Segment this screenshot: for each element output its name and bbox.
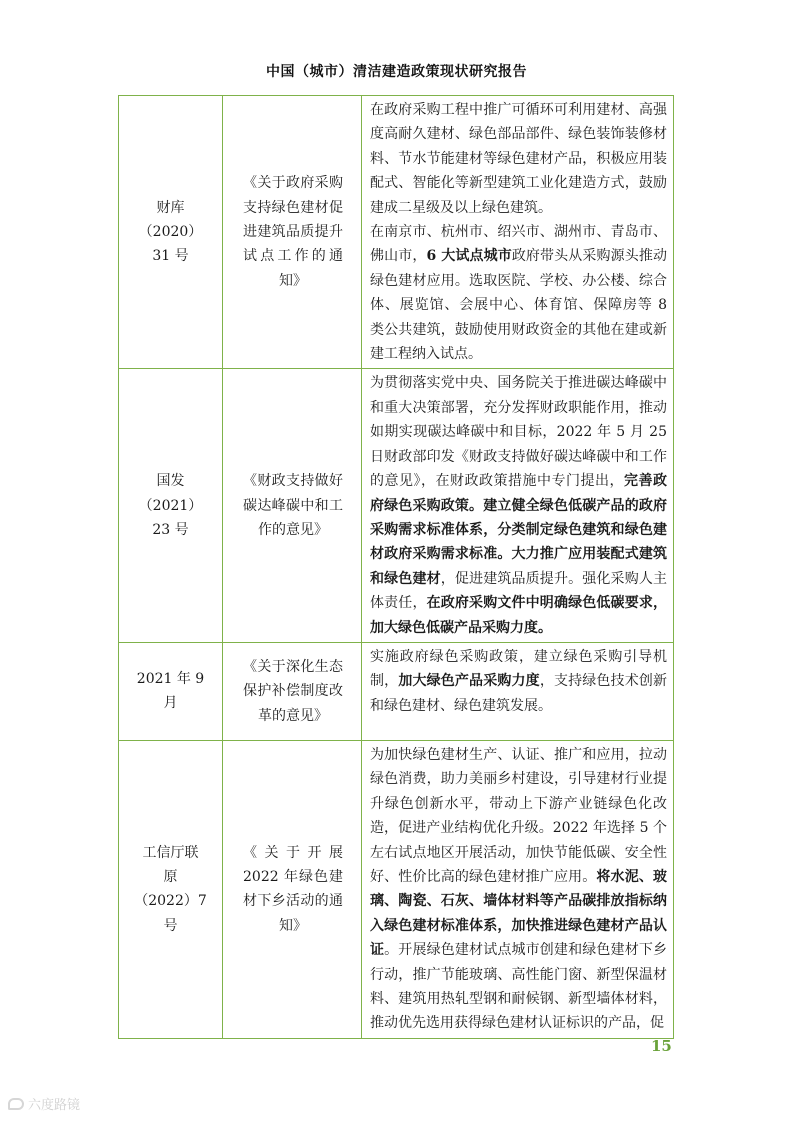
text-run: ，促进建筑品质提升。强化采购人主体责任， — [370, 570, 667, 612]
watermark-text: 六度路镜 — [28, 1098, 81, 1113]
text-run: 在政府采购工程中推广可循环可利用建材、高强度高耐久建材、绿色部品部件、绿色装饰装修材料、节水节能建材等绿色建材产品，积极应用装配式、智能化等新型建筑工业化建造方式，鼓励建成二星级及以上绿色建筑。 — [370, 102, 667, 216]
content-paragraph — [370, 220, 667, 366]
content-paragraph — [370, 98, 667, 220]
doc-number-cell — [119, 369, 223, 642]
policy-title-cell: 《关于政府采购支持绿色建材促进建筑品质提升试点工作的通知》 — [223, 96, 362, 369]
text-run: 为加快绿色建材生产、认证、推广和应用，拉动绿色消费，助力美丽乡村建设，引导建材行业提升绿色创新水平，带动上下游产业链绿色化改造，促进产业结构优化升级。2022 年选择 5 个左右试点地区开展活动，加快节能低碳、安全性好、性价比高的绿色建材推广应用。 — [370, 746, 667, 885]
doc-number-cell — [119, 642, 223, 740]
chat-bubble-icon — [8, 1098, 24, 1110]
doc-number-line: （2022）7 — [134, 893, 207, 910]
policy-content-cell — [362, 96, 674, 369]
doc-number-line: 号 — [163, 917, 178, 934]
content-paragraph — [370, 743, 667, 1036]
text-run-bold: 将水泥、玻璃、陶瓷、石灰、墙体材料等产品碳排放指标纳入绿色建材标准体系，加快推进绿色建材产品认证 — [370, 868, 668, 959]
doc-number-line: 国发 — [156, 473, 185, 490]
doc-number-line: 23 号 — [152, 521, 189, 538]
doc-number-line: 31 号 — [152, 248, 189, 265]
table-row — [119, 740, 674, 1038]
text-run-bold: 加大绿色产品采购力度 — [398, 673, 540, 690]
page-header-title: 中国（城市）清洁建造政策现状研究报告 — [266, 64, 527, 80]
content-paragraph — [370, 645, 667, 718]
doc-number-line: 2021 年 9 — [136, 671, 205, 688]
doc-number-line: 工信厅联 — [142, 844, 199, 861]
table-row — [119, 642, 674, 740]
page-number: 15 — [651, 1037, 672, 1055]
text-run-bold: 完善政府绿色采购政策。建立健全绿色低碳产品的政府采购需求标准体系，分类制定绿色建筑和绿色建材政府采购需求标准。大力推广应用装配式建筑和绿色建材 — [370, 473, 667, 587]
text-run-bold: 6 大试点城市 — [426, 248, 512, 265]
policy-table — [118, 95, 674, 1039]
doc-number-line: 财库 — [156, 199, 185, 216]
table-row — [119, 369, 674, 642]
text-run: 实施政府绿色采购政策，建立绿色采购引导机制， — [370, 648, 667, 690]
text-run: ，支持绿色技术创新和绿色建材、绿色建筑发展。 — [370, 673, 668, 714]
doc-number-line: 月 — [163, 695, 178, 712]
policy-title-cell: 《关于深化生态保护补偿制度改革的意见》 — [223, 642, 362, 740]
doc-number-cell — [119, 96, 223, 369]
policy-title-cell: 《财政支持做好碳达峰碳中和工作的意见》 — [223, 369, 362, 642]
doc-number-line: 原 — [163, 868, 178, 885]
policy-content-cell — [362, 642, 674, 740]
content-paragraph — [370, 371, 667, 639]
policy-content-cell — [362, 369, 674, 642]
policy-title-cell: 《关于开展 2022 年绿色建材下乡活动的通知》 — [223, 740, 362, 1038]
text-run: 在南京市、杭州市、绍兴市、湖州市、青岛市、佛山市， — [370, 224, 667, 265]
text-run: 。开展绿色建材试点城市创建和绿色建材下乡行动，推广节能玻璃、高性能门窗、新型保温材料、建筑用热轧型钢和耐候钢、新型墙体材料，推动优先选用获得绿色建材认证标识的产品，促 — [370, 942, 668, 1032]
table-row — [119, 96, 674, 369]
policy-content-cell — [362, 740, 674, 1038]
text-run: 政府带头从采购源头推动绿色建材应用。选取医院、学校、办公楼、综合体、展览馆、会展中心、体育馆、保障房等 8 类公共建筑，鼓励使用财政资金的其他在建或新建工程纳入试点。 — [370, 248, 667, 363]
doc-number-line: （2020） — [138, 224, 203, 241]
watermark — [8, 1094, 80, 1113]
doc-number-line: （2021） — [138, 497, 203, 514]
doc-number-cell — [119, 740, 223, 1038]
text-run: 为贯彻落实党中央、国务院关于推进碳达峰碳中和重大决策部署，充分发挥财政职能作用，推动如期实现碳达峰碳中和目标，2022 年 5 月 25 日财政部印发《财政支持做好碳达峰碳中和工作的意见》，在财政政策措施中专门提出， — [370, 375, 667, 490]
text-run-bold: 在政府采购文件中明确绿色低碳要求，加大绿色低碳产品采购力度。 — [370, 595, 668, 636]
